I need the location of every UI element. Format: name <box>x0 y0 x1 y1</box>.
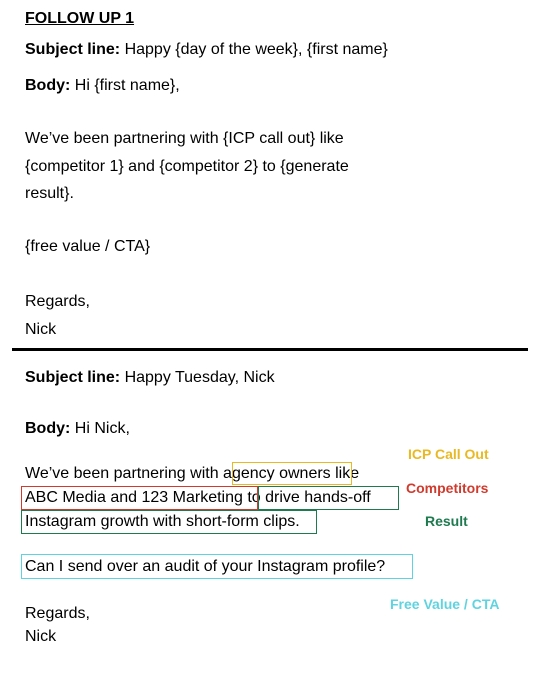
competitors-highlight-box <box>21 486 258 510</box>
template-sign-off: Regards, <box>25 293 90 310</box>
template-para-line-1: We’ve been partnering with {ICP call out} like <box>25 130 344 147</box>
subject-label: Subject line: <box>25 41 121 58</box>
legend-cta-label: Free Value / CTA <box>390 596 500 612</box>
body-greeting: Hi Nick, <box>70 420 130 437</box>
template-cta: {free value / CTA} <box>25 238 151 255</box>
subject-text: Happy Tuesday, Nick <box>120 369 275 386</box>
template-title: FOLLOW UP 1 <box>25 10 135 27</box>
legend-competitors-label: Competitors <box>406 480 489 496</box>
example-name: Nick <box>25 628 57 645</box>
example-line-3: Instagram growth with short-form clips. <box>25 513 300 530</box>
example-cta: Can I send over an audit of your Instagram profile? <box>25 558 386 575</box>
icp-highlight-box <box>232 462 352 485</box>
template-subject-line <box>25 40 388 60</box>
template-para-line-3: result}. <box>25 185 74 202</box>
template-body-line <box>25 76 180 96</box>
result-highlight-box-1 <box>258 486 399 510</box>
example-sign-off: Regards, <box>25 605 90 622</box>
legend-icp-label: ICP Call Out <box>408 446 489 462</box>
example-subject-line <box>25 368 275 388</box>
subject-label: Subject line: <box>25 369 121 386</box>
template-para-line-2: {competitor 1} and {competitor 2} to {generate <box>25 158 349 175</box>
body-label: Body: <box>25 77 71 94</box>
line1-prefix: We’ve been partnering with <box>25 465 224 482</box>
competitors-text: ABC Media and 123 Marketing <box>25 489 243 506</box>
subject-text: Happy {day of the week}, {first name} <box>120 41 388 58</box>
result-text-1: to drive hands-off <box>242 489 371 506</box>
body-greeting: Hi {first name}, <box>70 77 180 94</box>
cta-highlight-box <box>21 554 413 579</box>
template-name: Nick <box>25 321 57 338</box>
example-body-line <box>25 419 130 439</box>
result-highlight-box-2 <box>21 510 317 534</box>
body-label: Body: <box>25 420 71 437</box>
icp-text: agency owners <box>223 465 331 482</box>
legend-result-label: Result <box>425 513 468 529</box>
divider-rule <box>12 348 528 351</box>
line1-suffix: like <box>330 465 360 482</box>
